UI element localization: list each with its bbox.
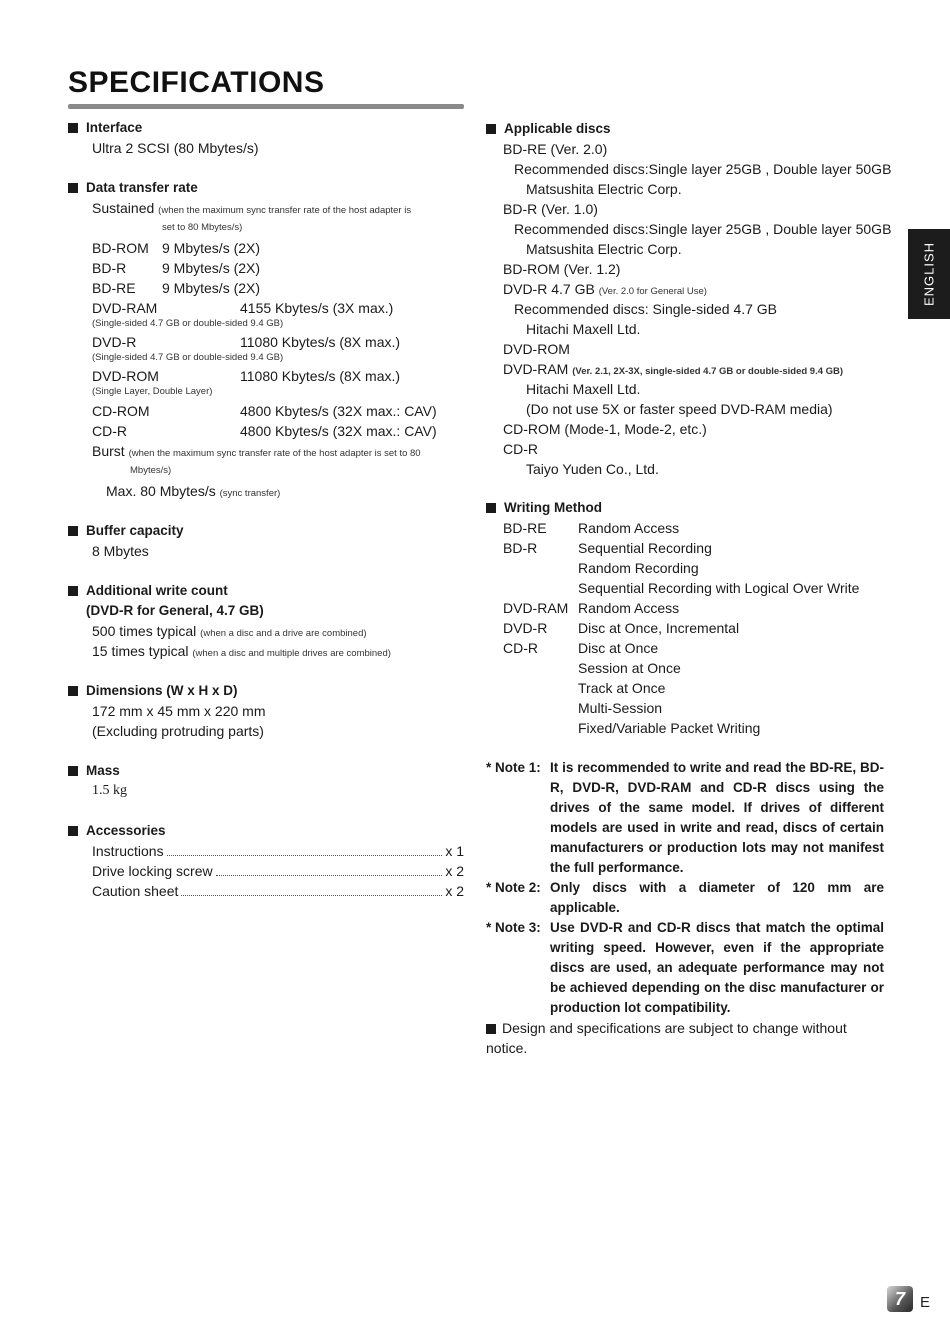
bullet-square-icon <box>68 826 78 836</box>
writing-method: Random Recording <box>578 560 699 576</box>
writing-method: Sequential Recording <box>578 540 712 556</box>
accessory-item: Instructions x 1 <box>92 843 464 859</box>
writing-method: Sequential Recording with Logical Over Write <box>578 580 860 596</box>
language-tab-label: ENGLISH <box>921 241 937 307</box>
rate-dvdram-sub: (Single-sided 4.7 GB or double-sided 9.4 GB) <box>92 318 284 329</box>
page-title: SPECIFICATIONS <box>68 66 325 99</box>
bullet-square-icon <box>486 1024 496 1034</box>
applicable-dvdr-rec: Recommended discs: Single-sided 4.7 GB <box>514 301 778 317</box>
sustained-line: Sustained (when the maximum sync transfer rate of the host adapter is <box>92 200 412 216</box>
writing-method: Track at Once <box>578 680 666 696</box>
sustained-note: set to 80 Mbytes/s) <box>162 222 243 233</box>
applicable-bdrom: BD-ROM (Ver. 1.2) <box>503 261 621 277</box>
rate-dvdrom-sub: (Single Layer, Double Layer) <box>92 386 213 397</box>
applicable-dvdram: DVD-RAM (Ver. 2.1, 2X-3X, single-sided 4.7 GB or double-sided 9.4 GB) <box>503 361 844 377</box>
writing-method: Disc at Once, Incremental <box>578 620 740 636</box>
writing-method: Random Access <box>578 520 680 536</box>
applicable-cdr-maker: Taiyo Yuden Co., Ltd. <box>526 461 659 477</box>
writing-method: Random Access <box>578 600 680 616</box>
write-count-heading: Additional write count <box>68 581 228 601</box>
rate-bdre-value: 9 Mbytes/s (2X) <box>162 280 261 296</box>
accessory-item: Drive locking screw x 2 <box>92 863 464 879</box>
bullet-square-icon <box>486 503 496 513</box>
rate-cdrom-media: CD-ROM <box>92 403 150 419</box>
write-count-line-1: 500 times typical (when a disc and a drive are combined) <box>92 623 367 639</box>
language-tab <box>908 229 950 319</box>
rate-cdr-media: CD-R <box>92 423 127 439</box>
applicable-dvdram-warning: (Do not use 5X or faster speed DVD-RAM media) <box>526 401 833 417</box>
writing-media: DVD-R <box>503 620 548 636</box>
bullet-square-icon <box>68 766 78 776</box>
applicable-cdrom: CD-ROM (Mode-1, Mode-2, etc.) <box>503 421 707 437</box>
rate-dvdr-value: 11080 Kbytes/s (8X max.) <box>240 334 401 350</box>
rate-dvdr-sub: (Single-sided 4.7 GB or double-sided 9.4 GB) <box>92 352 284 363</box>
rate-cdr-value: 4800 Kbytes/s (32X max.: CAV) <box>240 423 437 439</box>
interface-heading: Interface <box>68 118 142 138</box>
rate-cdrom-value: 4800 Kbytes/s (32X max.: CAV) <box>240 403 437 419</box>
bullet-square-icon <box>68 183 78 193</box>
bullet-square-icon <box>68 123 78 133</box>
writing-method: Session at Once <box>578 660 681 676</box>
note-1: * Note 1: It is recommended to write and read the BD-RE, BD-R, DVD-R, DVD-RAM and CD-R discs using the drives of the same model. If drives of different models are used in write and read, discs of certain manufacturers or production lots may not manifest the full performance. <box>486 760 884 875</box>
applicable-dvdram-maker: Hitachi Maxell Ltd. <box>526 381 641 397</box>
accessory-item: Caution sheet x 2 <box>92 883 464 899</box>
rate-dvdram-value: 4155 Kbytes/s (3X max.) <box>240 300 394 316</box>
page-suffix: E <box>920 1294 931 1311</box>
rate-dvdrom-value: 11080 Kbytes/s (8X max.) <box>240 368 401 384</box>
writing-method: Multi-Session <box>578 700 663 716</box>
rate-bdre-media: BD-RE <box>92 280 136 296</box>
writing-media: DVD-RAM <box>503 600 569 616</box>
accessories-heading: Accessories <box>68 821 166 841</box>
applicable-heading: Applicable discs <box>486 119 611 139</box>
applicable-bdr-maker: Matsushita Electric Corp. <box>526 241 682 257</box>
mass-heading: Mass <box>68 761 120 781</box>
buffer-heading: Buffer capacity <box>68 521 184 541</box>
rate-bdrom-media: BD-ROM <box>92 240 149 256</box>
writing-media: CD-R <box>503 640 538 656</box>
applicable-dvdrom: DVD-ROM <box>503 341 570 357</box>
writing-media: BD-R <box>503 540 538 556</box>
rate-bdrom-value: 9 Mbytes/s (2X) <box>162 240 261 256</box>
title-underline <box>68 104 464 109</box>
burst-max: Max. 80 Mbytes/s (sync transfer) <box>106 483 281 499</box>
mass-value: 1.5 kg <box>92 783 127 798</box>
applicable-bdr: BD-R (Ver. 1.0) <box>503 201 598 217</box>
burst-line: Burst (when the maximum sync transfer rate of the host adapter is set to 80 <box>92 443 421 459</box>
applicable-dvdr: DVD-R 4.7 GB (Ver. 2.0 for General Use) <box>503 281 707 297</box>
rate-bdr-media: BD-R <box>92 260 127 276</box>
applicable-bdre-rec: Recommended discs:Single layer 25GB , Double layer 50GB <box>514 161 892 177</box>
dimensions-heading: Dimensions (W x H x D) <box>68 681 238 701</box>
dimensions-value: 172 mm x 45 mm x 220 mm <box>92 703 266 719</box>
rate-dvdram-media: DVD-RAM <box>92 300 158 316</box>
applicable-bdre: BD-RE (Ver. 2.0) <box>503 141 608 157</box>
note-3: * Note 3: Use DVD-R and CD-R discs that match the optimal writing speed. However, even if the appropriate discs are used, an adequate performance may not be achieved depending on the disc manufacturer or production lot compatibility. <box>486 920 884 1015</box>
writing-media: BD-RE <box>503 520 547 536</box>
data-transfer-heading: Data transfer rate <box>68 178 198 198</box>
disclaimer: Design and specifications are subject to change without notice. <box>486 1020 847 1056</box>
buffer-value: 8 Mbytes <box>92 543 149 559</box>
burst-note: Mbytes/s) <box>130 465 172 476</box>
applicable-bdre-maker: Matsushita Electric Corp. <box>526 181 682 197</box>
bullet-square-icon <box>68 686 78 696</box>
bullet-square-icon <box>68 526 78 536</box>
rate-dvdr-media: DVD-R <box>92 334 137 350</box>
bullet-square-icon <box>68 586 78 596</box>
dimensions-note: (Excluding protruding parts) <box>92 723 264 739</box>
write-count-line-2: 15 times typical (when a disc and multiple drives are combined) <box>92 643 391 659</box>
note-2: * Note 2: Only discs with a diameter of 120 mm are applicable. <box>486 880 884 915</box>
writing-heading: Writing Method <box>486 498 602 518</box>
applicable-dvdr-maker: Hitachi Maxell Ltd. <box>526 321 641 337</box>
writing-method: Fixed/Variable Packet Writing <box>578 720 761 736</box>
write-count-subheading: (DVD-R for General, 4.7 GB) <box>86 603 264 618</box>
interface-value: Ultra 2 SCSI (80 Mbytes/s) <box>92 140 259 156</box>
page-number: 7 <box>887 1286 913 1312</box>
applicable-bdr-rec: Recommended discs:Single layer 25GB , Double layer 50GB <box>514 221 892 237</box>
rate-bdr-value: 9 Mbytes/s (2X) <box>162 260 261 276</box>
writing-method: Disc at Once <box>578 640 659 656</box>
rate-dvdrom-media: DVD-ROM <box>92 368 159 384</box>
bullet-square-icon <box>486 124 496 134</box>
applicable-cdr: CD-R <box>503 441 538 457</box>
